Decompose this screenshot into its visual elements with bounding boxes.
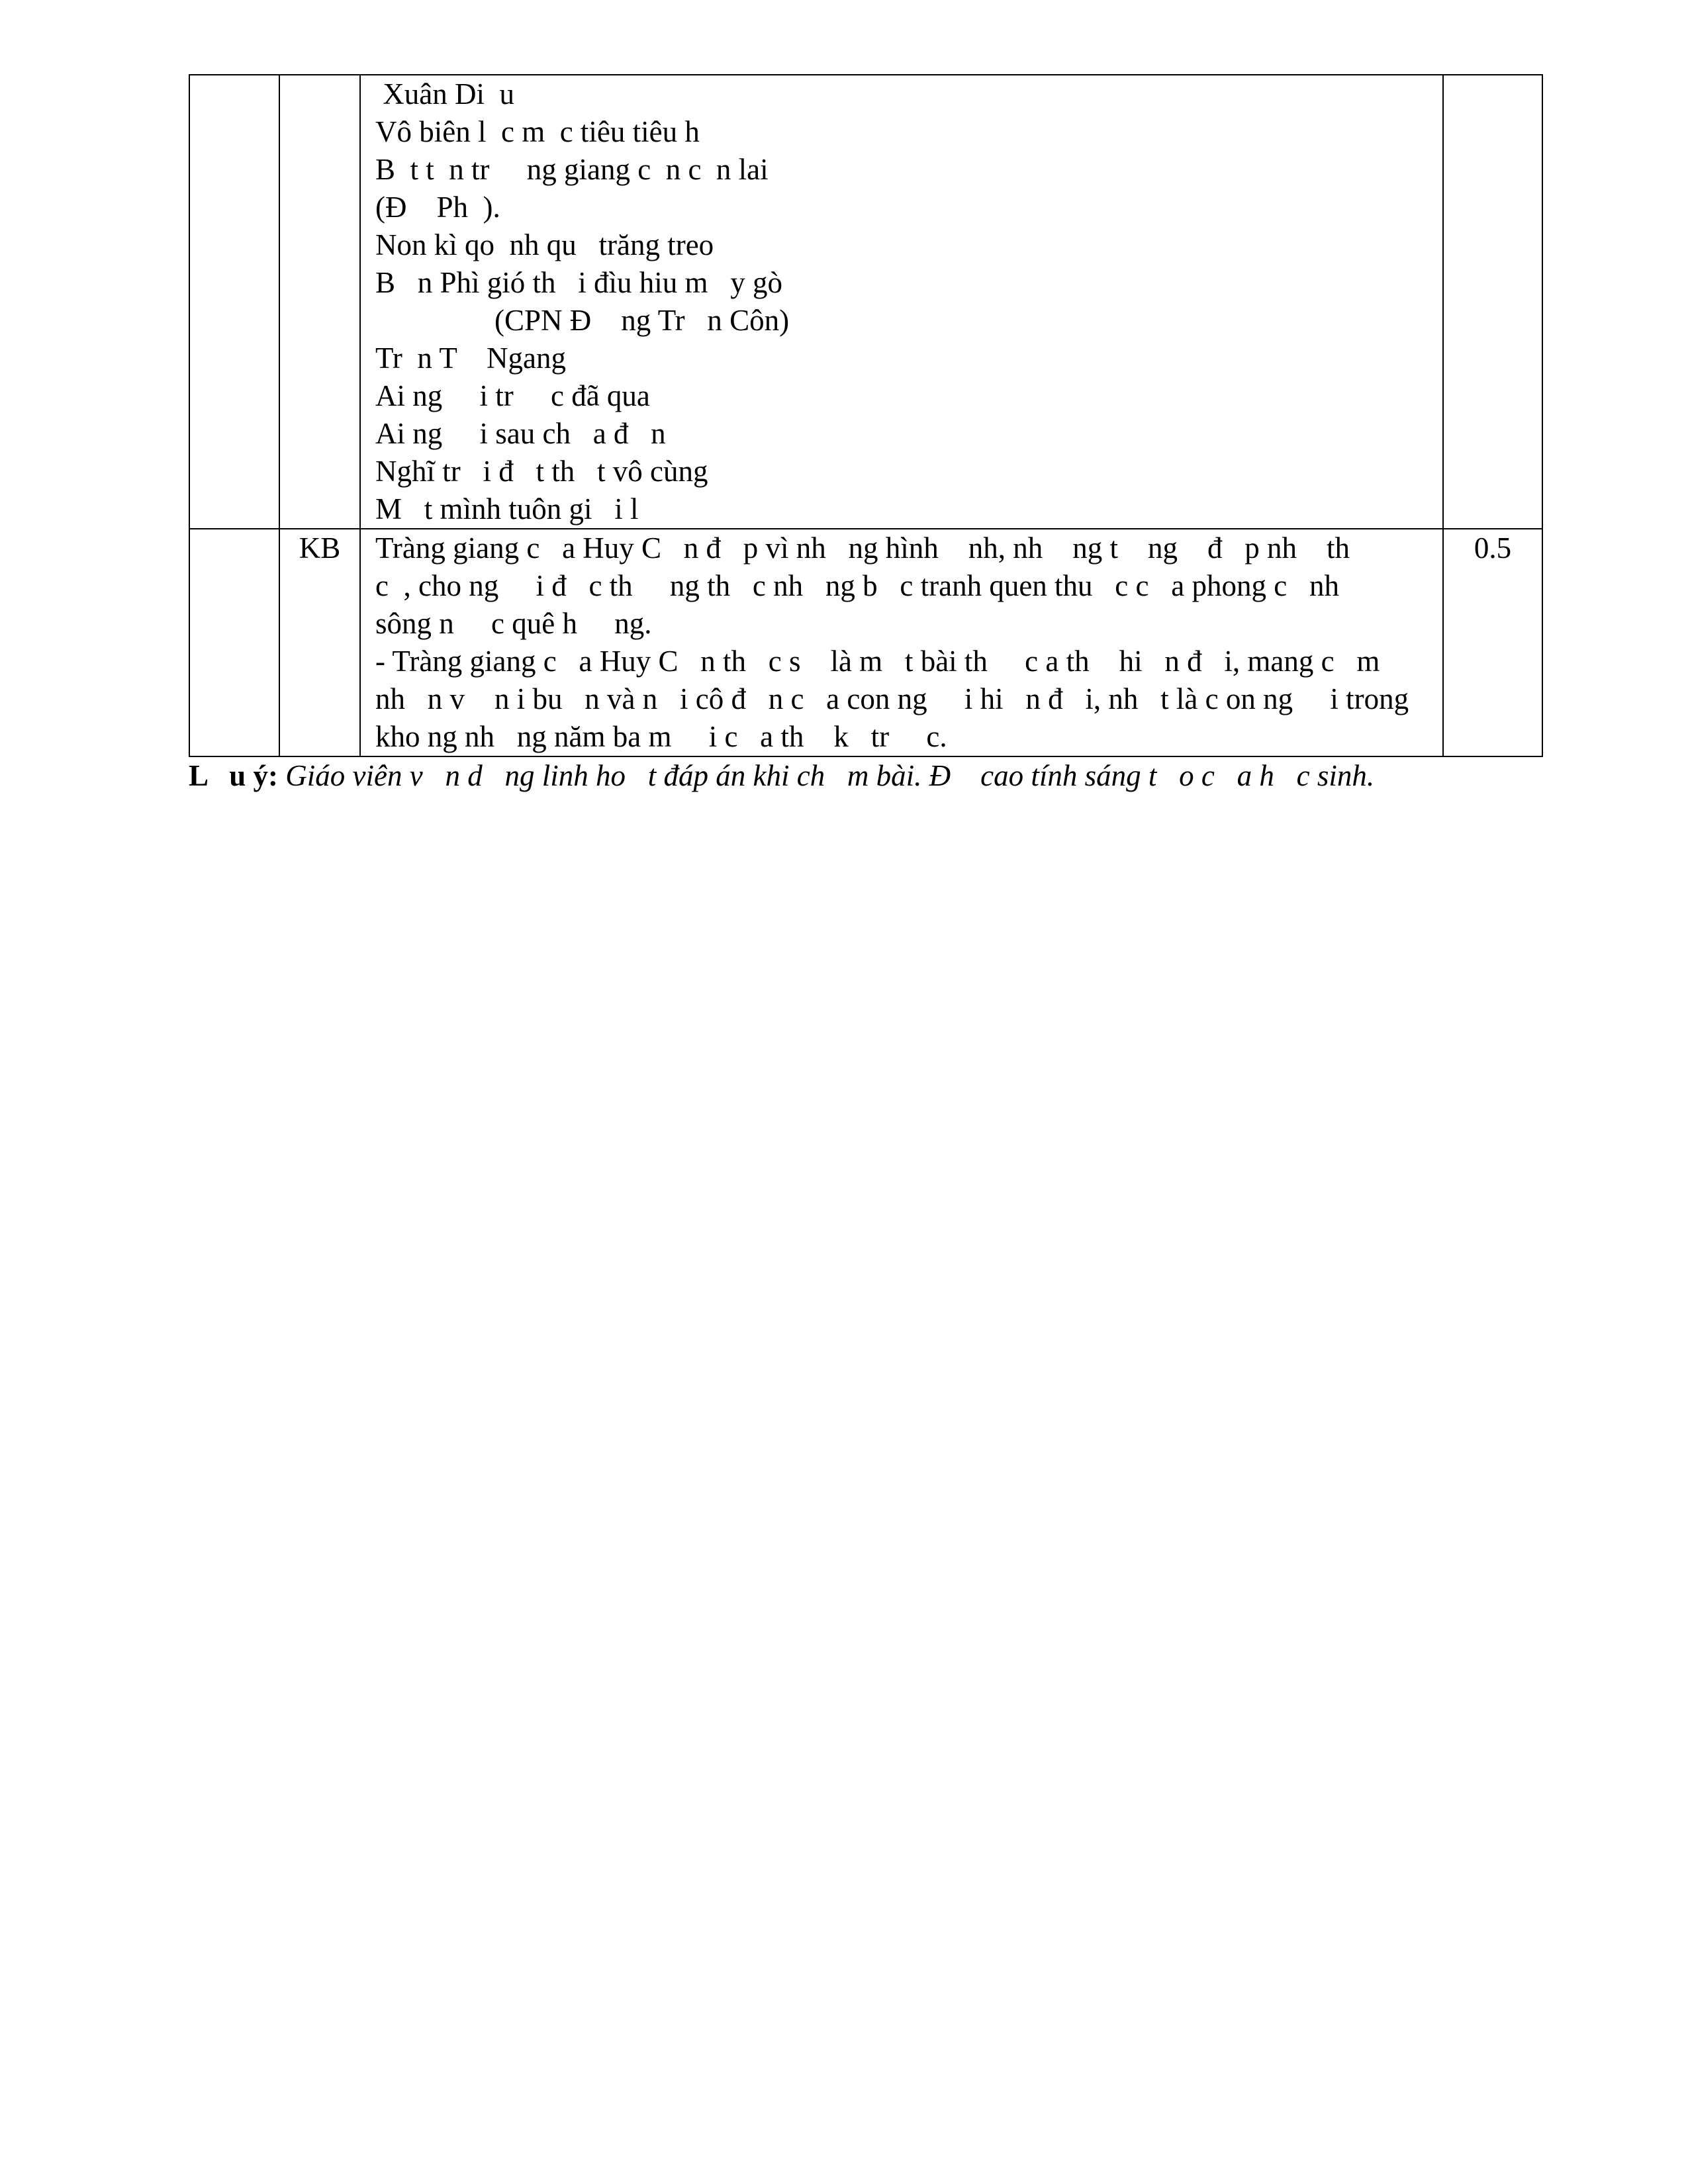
row1-line: Nghĩ tr i đ t th t vô cùng [375,455,708,488]
row1-lines [361,75,1442,528]
row2-lines [361,529,1442,756]
row2-line: Tràng giang c a Huy C n đ p vì nh ng hình nh, nh ng t ng đ p nh th [375,531,1350,565]
row1-line: Ai ng i tr c đã qua [375,379,650,412]
score-value: 0.5 [1474,531,1512,565]
row1-col1-cell [189,75,279,529]
table-row [189,529,1542,756]
row1-line: (CPN Đ ng Tr n Côn) [375,304,790,337]
row1-col2-cell [279,75,360,529]
answer-table [189,74,1543,757]
row1-line: Tr n T Ngang [375,341,566,375]
row1-line: B n Phì gió th i đìu hiu m y gò [375,266,783,299]
row1-line: Xuân Di u [375,77,514,111]
row1-line: Ai ng i sau ch a đ n [375,417,666,450]
row1-line: B t t n tr ng giang c n c n lai [375,153,769,186]
row1-score-cell [1443,75,1542,529]
row2-score-cell [1443,529,1542,756]
row2-label-cell [279,529,360,756]
footnote-text: Giáo viên v n d ng linh ho t đáp án khi ch m bài. Đ cao tính sáng t o c a h c sinh. [278,759,1375,792]
table-row [189,75,1542,529]
row2-line: c , cho ng i đ c th ng th c nh ng b c tranh quen thu c c a phong c nh [375,569,1339,602]
row1-line: Non kì qo nh qu trăng treo [375,228,714,261]
row1-content-cell [360,75,1443,529]
footnote [189,757,1542,795]
row2-line: kho ng nh ng năm ba m i c a th k tr c. [375,720,947,753]
footnote-label: L u ý: [189,759,279,792]
row2-content-cell [360,529,1443,756]
row1-line: (Đ Ph ). [375,191,500,224]
row2-line: - Tràng giang c a Huy C n th c s là m t bài th c a th hi n đ i, mang c m [375,645,1380,678]
row1-line: M t mình tuôn gi i l [375,492,639,525]
row1-line: Vô biên l c m c tiêu tiêu h [375,115,700,148]
row2-label: KB [299,531,341,565]
row2-line: sông n c quê h ng. [375,607,652,640]
row2-col1-cell [189,529,279,756]
row2-line: nh n v n i bu n và n i cô đ n c a con ng i hi n đ i, nh t là c on ng i trong [375,682,1409,715]
